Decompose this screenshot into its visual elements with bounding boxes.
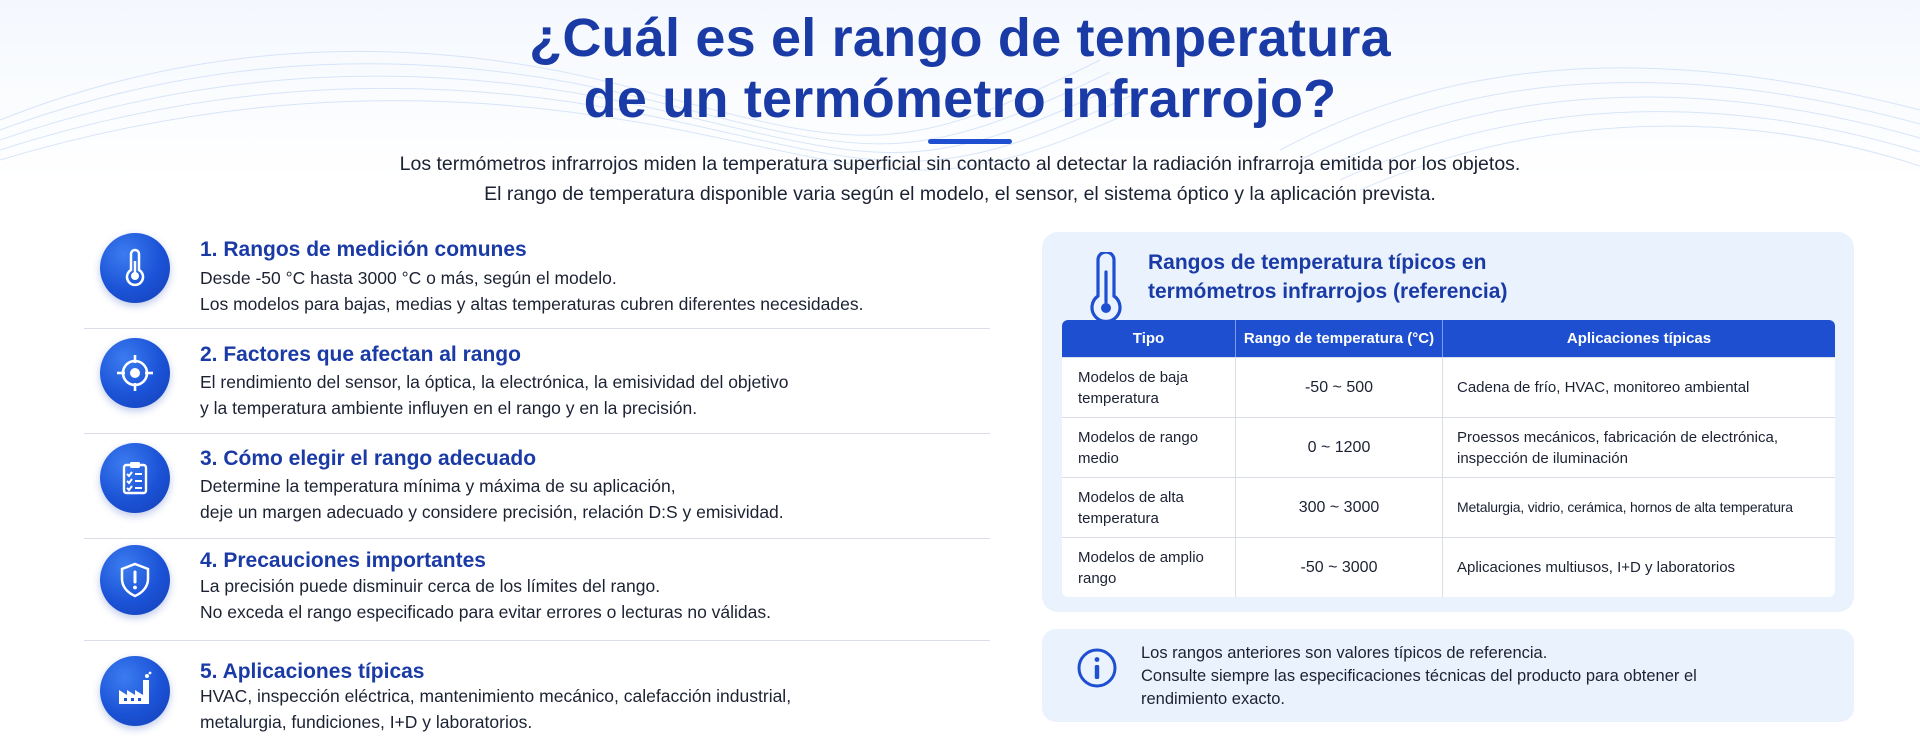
table-row (1062, 477, 1835, 537)
section-divider (84, 328, 990, 329)
table-header-row (1062, 320, 1835, 357)
page-title (0, 8, 1920, 130)
section-text-line: El rendimiento del sensor, la óptica, la electrónica, la emisividad del objetivo (200, 372, 789, 392)
cell-aplicaciones (1443, 537, 1835, 597)
title-underline (928, 139, 1012, 144)
cell-tipo (1062, 477, 1236, 537)
cell-aplicaciones (1443, 417, 1835, 477)
column-header-tipo: Tipo (1062, 320, 1236, 357)
cell-rango: 0 ~ 1200 (1236, 417, 1443, 477)
page-subtitle (0, 149, 1920, 209)
cell-text-line: Modelos de alta (1078, 488, 1184, 506)
subtitle-line-1: Los termómetros infrarrojos miden la temperatura superficial sin contacto al detectar la radiación infrarroja emitida por los objetos. (399, 153, 1521, 175)
section-divider (84, 433, 990, 434)
cell-text-line: temperatura (1078, 509, 1159, 527)
shield-alert-icon (100, 545, 170, 615)
table-row (1062, 357, 1835, 417)
section-title: 4. Precauciones importantes (200, 549, 486, 572)
cell-text-line: Modelos de baja (1078, 368, 1189, 386)
cell-text-line: Cadena de frío, HVAC, monitoreo ambiental (1457, 379, 1750, 396)
cell-aplicaciones (1443, 357, 1835, 417)
cell-text-line: Proessos mecánicos, fabricación de electrónica, (1457, 428, 1778, 446)
section-title: 5. Aplicaciones típicas (200, 660, 425, 683)
table-panel-title (1148, 248, 1507, 306)
cell-text-line: temperatura (1078, 389, 1159, 407)
info-icon (1075, 646, 1119, 690)
table-row (1062, 417, 1835, 477)
section-text (200, 473, 980, 525)
section-text-line: metalurgia, fundiciones, I+D y laboratorios. (200, 712, 533, 732)
page-title-line-1: ¿Cuál es el rango de temperatura (529, 8, 1391, 68)
reference-note-panel (1042, 629, 1854, 722)
note-text-line: Los rangos anteriores son valores típicos de referencia. (1141, 644, 1548, 662)
cell-text-line: medio (1078, 449, 1119, 467)
section-typical-applications (82, 639, 990, 739)
section-text (200, 573, 980, 625)
subtitle-line-2: El rango de temperatura disponible varia según el modelo, el sensor, el sistema óptico y la aplicación prevista. (484, 183, 1436, 205)
section-text-line: Los modelos para bajas, medias y altas temperaturas cubren diferentes necesidades. (200, 294, 864, 314)
section-text-line: deje un margen adecuado y considere precisión, relación D:S y emisividad. (200, 502, 784, 522)
section-choose-range (82, 435, 990, 539)
table-row (1062, 537, 1835, 597)
cell-rango: -50 ~ 3000 (1236, 537, 1443, 597)
section-title: 2. Factores que afectan al rango (200, 343, 521, 366)
thermometer-icon (100, 233, 170, 303)
cell-rango: -50 ~ 500 (1236, 357, 1443, 417)
section-text (200, 683, 980, 735)
cell-text-line: Metalurgia, vidrio, cerámica, hornos de alta temperatura (1457, 499, 1793, 515)
section-text-line: HVAC, inspección eléctrica, mantenimiento mecánico, calefacción industrial, (200, 686, 792, 706)
cell-tipo (1062, 357, 1236, 417)
section-title: 1. Rangos de medición comunes (200, 238, 527, 261)
note-text-line: rendimiento exacto. (1141, 690, 1285, 708)
section-text (200, 265, 980, 317)
section-text-line: La precisión puede disminuir cerca de los límites del rango. (200, 576, 661, 596)
table-panel-title-line: Rangos de temperatura típicos en (1148, 251, 1487, 274)
cell-text-line: Modelos de amplio (1078, 548, 1204, 566)
section-text (200, 369, 980, 421)
factory-icon (100, 656, 170, 726)
section-text-line: y la temperatura ambiente influyen en el rango y en la precisión. (200, 398, 698, 418)
table-panel-title-line: termómetros infrarrojos (referencia) (1148, 280, 1508, 303)
target-icon (100, 338, 170, 408)
column-header-rango: Rango de temperatura (°C) (1236, 320, 1443, 357)
section-text-line: Desde -50 °C hasta 3000 °C o más, según el modelo. (200, 268, 617, 288)
page-title-line-2: de un termómetro infrarrojo? (583, 69, 1337, 129)
thermometer-icon (1084, 252, 1128, 324)
cell-rango: 300 ~ 3000 (1236, 477, 1443, 537)
temperature-range-table (1062, 320, 1835, 597)
clipboard-checklist-icon (100, 443, 170, 513)
note-text-line: Consulte siempre las especificaciones técnicas del producto para obtener el (1141, 667, 1697, 685)
section-text-line: No exceda el rango especificado para evitar errores o lecturas no válidas. (200, 602, 772, 622)
section-title: 3. Cómo elegir el rango adecuado (200, 447, 537, 470)
section-text-line: Determine la temperatura mínima y máxima de su aplicación, (200, 476, 676, 496)
cell-text-line: rango (1078, 569, 1117, 587)
cell-text-line: inspección de iluminación (1457, 449, 1628, 467)
reference-table-panel (1042, 232, 1854, 612)
cell-aplicaciones (1443, 477, 1835, 537)
column-header-aplicaciones: Aplicaciones típicas (1443, 320, 1835, 357)
note-text (1141, 642, 1831, 711)
cell-text-line: Modelos de rango (1078, 428, 1199, 446)
cell-text-line: Aplicaciones multiusos, I+D y laboratorios (1457, 559, 1736, 576)
section-measurement-ranges (82, 225, 990, 329)
cell-tipo (1062, 417, 1236, 477)
cell-tipo (1062, 537, 1236, 597)
section-precautions (82, 537, 990, 641)
section-range-factors (82, 330, 990, 434)
